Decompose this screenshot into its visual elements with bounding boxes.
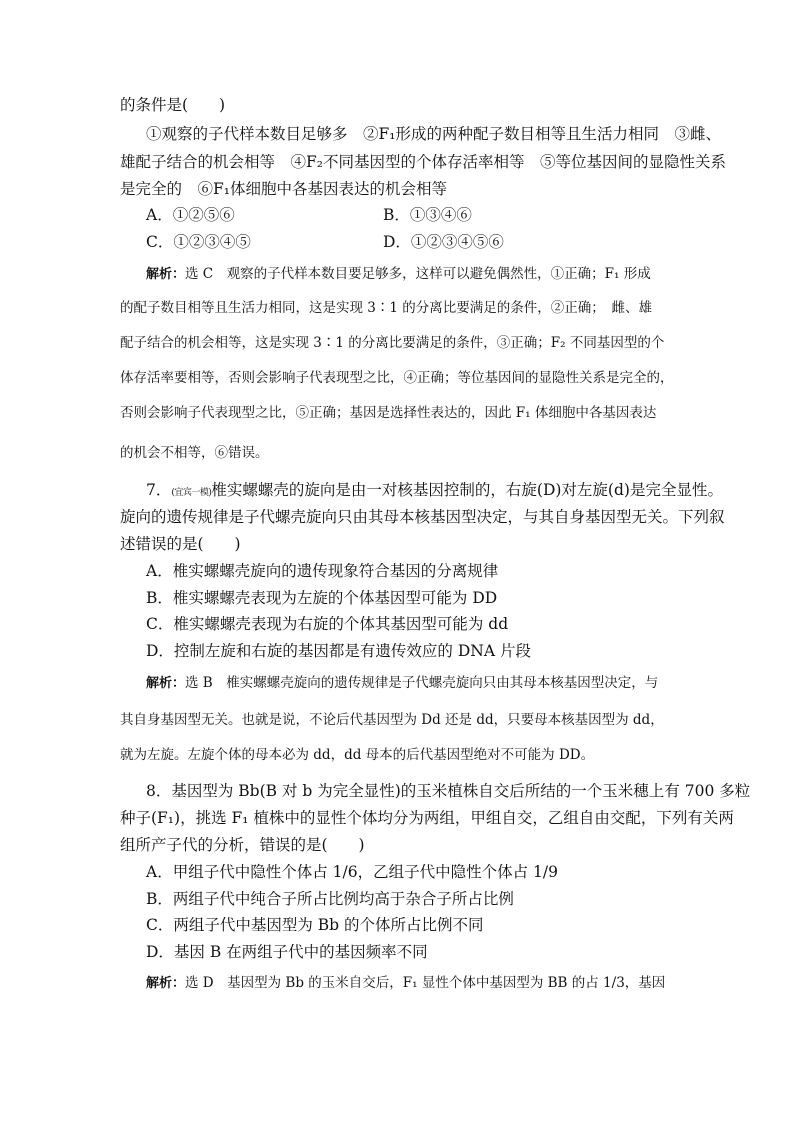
q6-option-a: A．①②⑤⑥ [146,206,235,224]
q6-conditions-line-3: 是完全的 ⑥F₁体细胞中各基因表达的机会相等 [120,180,447,198]
q7-analysis-line-1: 解析：选 B 椎实螺螺壳旋向的遗传规律是子代螺壳旋向只由其母本核基因型决定，与 [146,675,659,691]
q8-option-d: D．基因 B 在两组子代中的基因频率不同 [146,943,428,961]
q7-stem-line-1: 7．(宜宾一模)椎实螺螺壳的旋向是由一对核基因控制的，右旋(D)对左旋(d)是完全显性。 [146,481,723,499]
q8-stem-line-2: 种子(F₁)，挑选 F₁ 植株中的显性个体均分为两组，甲组自交，乙组自由交配，下列有关两 [120,809,734,827]
q8-stem-line-3: 组所产子代的分析，错误的是( ) [120,836,365,854]
q6-conditions-line-2: 雄配子结合的机会相等 ④F₂不同基因型的个体存活率相等 ⑤等位基因间的显隐性关系 [120,153,726,171]
q7-option-a: A．椎实螺螺壳旋向的遗传现象符合基因的分离规律 [146,562,499,580]
q6-conditions-line-1: ①观察的子代样本数目足够多 ②F₁形成的两种配子数目相等且生活力相同 ③雌、 [146,125,721,143]
q7-stem-line-2: 旋向的遗传规律是子代螺壳旋向只由其母本核基因型决定，与其自身基因型无关。下列叙 [120,508,725,526]
q8-analysis-line-1: 解析：选 D 基因型为 Bb 的玉米自交后，F₁ 显性个体中基因型为 BB 的占 1/3，基因 [146,975,666,991]
q6-stem-end: 的条件是( ) [120,96,226,114]
q7-analysis-line-2: 其自身基因型无关。也就是说，不论后代基因型为 Dd 还是 dd，只要母本核基因型为 dd， [120,712,664,728]
q6-analysis-line-1: 解析：选 C 观察的子代样本数目要足够多，这样可以避免偶然性，①正确；F₁ 形成 [146,266,651,282]
q6-option-c: C．①②③④⑤ [146,233,251,251]
q8-option-a: A．甲组子代中隐性个体占 1/6，乙组子代中隐性个体占 1/9 [146,863,558,881]
q7-source-tag: (宜宾一模) [171,488,212,498]
analysis-label: 解析： [146,267,186,282]
q8-option-c: C．两组子代中基因型为 Bb 的个体所占比例不同 [146,916,484,934]
q6-analysis-line-4: 体存活率要相等，否则会影响子代表现型之比，④正确；等位基因间的显隐性关系是完全的， [120,370,674,386]
q6-analysis-line-3: 配子结合的机会相等，这是实现 3∶1 的分离比要满足的条件，③正确；F₂ 不同基因型的个 [120,335,665,351]
q6-analysis-line-6: 的机会不相等，⑥错误。 [120,445,269,461]
q6-option-b: B．①③④⑥ [383,206,472,224]
q8-stem-line-1: 8．基因型为 Bb(B 对 b 为完全显性)的玉米植株自交后所结的一个玉米穗上有 700 多粒 [146,782,751,800]
q7-number: 7． [146,481,172,499]
q6-analysis-line-5: 否则会影响子代表现型之比，⑤正确；基因是选择性表达的，因此 F₁ 体细胞中各基因表达 [120,405,657,421]
q7-stem-line-3: 述错误的是( ) [120,535,241,553]
analysis-label: 解析： [146,976,186,991]
q8-option-b: B．两组子代中纯合子所占比例均高于杂合子所占比例 [146,890,514,908]
q7-option-c: C．椎实螺螺壳表现为右旋的个体其基因型可能为 dd [146,615,509,633]
q7-option-b: B．椎实螺螺壳表现为左旋的个体基因型可能为 DD [146,589,498,607]
q7-option-d: D．控制左旋和右旋的基因都是有遗传效应的 DNA 片段 [146,642,531,660]
q6-analysis-line-2: 的配子数目相等且生活力相同，这是实现 3∶1 的分离比要满足的条件，②正确； 雌、雄 [120,300,653,316]
analysis-label: 解析： [146,676,186,691]
q6-option-d: D．①②③④⑤⑥ [383,233,504,251]
q7-analysis-line-3: 就为左旋。左旋个体的母本必为 dd，dd 母本的后代基因型绝对不可能为 DD。 [120,747,595,763]
